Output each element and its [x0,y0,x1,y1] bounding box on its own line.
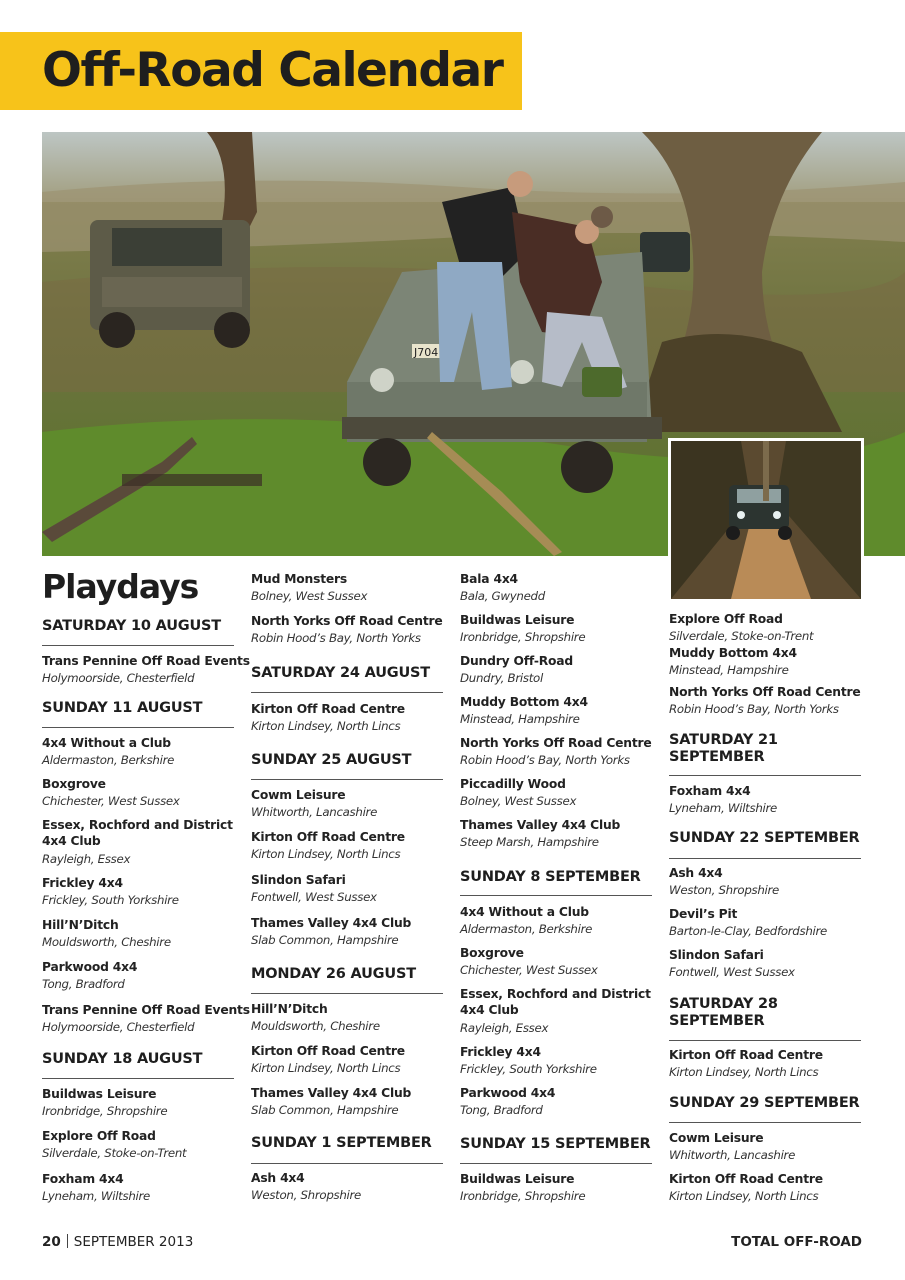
footer-divider [67,1234,68,1248]
event-location: Frickley, South Yorkshire [42,893,179,907]
event-location: Weston, Shropshire [669,883,780,897]
event-name: Kirton Off Road Centre [251,830,405,844]
event-name: Buildwas Leisure [460,1172,575,1186]
event-location: Minstead, Hampshire [460,712,580,726]
event-name: Frickley 4x4 [460,1045,541,1059]
event-location: Kirton Lindsey, North Lincs [251,1061,401,1075]
event-name: Boxgrove [42,777,106,791]
event-name: Cowm Leisure [669,1131,764,1145]
event-name: Muddy Bottom 4x4 [460,695,588,709]
event-name: Trans Pennine Off Road Events [42,1003,250,1017]
event-name: Essex, Rochford and District 4x4 Club [460,987,651,1017]
event-name: Explore Off Road [42,1129,156,1143]
event-name: Mud Monsters [251,572,348,586]
event-location: Lyneham, Wiltshire [42,1189,151,1203]
event-location: Bolney, West Sussex [460,794,577,808]
event-location: Lyneham, Wiltshire [669,801,778,815]
event-location: Kirton Lindsey, North Lincs [251,847,401,861]
event-location: Slab Common, Hampshire [251,1103,399,1117]
event-name: North Yorks Off Road Centre [669,685,861,699]
event-location: Barton-le-Clay, Bedfordshire [669,924,828,938]
event-location: Robin Hood’s Bay, North Yorks [460,753,630,767]
heading-rule [669,775,861,776]
date-heading: SUNDAY 15 SEPTEMBER [460,1136,651,1152]
date-heading: SATURDAY 10 AUGUST [42,618,221,634]
date-heading: SUNDAY 1 SEPTEMBER [251,1135,432,1151]
event-name: Foxham 4x4 [669,784,751,798]
event-location: Rayleigh, Essex [460,1021,549,1035]
title-banner [0,32,522,110]
event-name: Thames Valley 4x4 Club [251,916,412,930]
event-location: Kirton Lindsey, North Lincs [251,719,401,733]
event-location: Kirton Lindsey, North Lincs [669,1065,819,1079]
event-location: Mouldsworth, Cheshire [251,1019,380,1033]
event-location: Ironbridge, Shropshire [42,1104,168,1118]
footer-left [42,1234,193,1250]
heading-rule [42,645,234,646]
page-title: Off-Road Calendar [42,43,503,98]
event-location: Silverdale, Stoke-on-Trent [669,629,814,643]
event-name: Parkwood 4x4 [460,1086,556,1100]
event-name: Thames Valley 4x4 Club [460,818,621,832]
event-location: Mouldsworth, Cheshire [42,935,171,949]
event-location: Weston, Shropshire [251,1188,362,1202]
page-number: 20 [42,1234,61,1250]
inset-photo [668,438,864,602]
event-name: Dundry Off-Road [460,654,573,668]
date-heading: SATURDAY 21 SEPTEMBER [669,732,778,765]
event-location: Ironbridge, Shropshire [460,1189,586,1203]
date-heading: SATURDAY 28 SEPTEMBER [669,996,778,1029]
event-name: Parkwood 4x4 [42,960,138,974]
event-name: Trans Pennine Off Road Events [42,654,250,668]
event-location: Slab Common, Hampshire [251,933,399,947]
heading-rule [42,727,234,728]
event-location: Bala, Gwynedd [460,589,545,603]
event-name: Ash 4x4 [251,1171,305,1185]
event-name: Thames Valley 4x4 Club [251,1086,412,1100]
event-name: Frickley 4x4 [42,876,123,890]
event-name: Slindon Safari [251,873,346,887]
event-name: Buildwas Leisure [42,1087,157,1101]
event-name: Essex, Rochford and District 4x4 Club [42,818,233,848]
event-name: North Yorks Off Road Centre [460,736,652,750]
date-heading: SUNDAY 29 SEPTEMBER [669,1095,860,1111]
heading-rule [669,1040,861,1041]
event-name: Piccadilly Wood [460,777,566,791]
event-location: Fontwell, West Sussex [669,965,795,979]
event-location: Steep Marsh, Hampshire [460,835,599,849]
event-location: Silverdale, Stoke-on-Trent [42,1146,187,1160]
event-location: Chichester, West Sussex [42,794,180,808]
event-location: Whitworth, Lancashire [669,1148,796,1162]
event-location: Minstead, Hampshire [669,663,789,677]
event-name: Kirton Off Road Centre [251,1044,405,1058]
event-location: Fontwell, West Sussex [251,890,377,904]
date-heading: SUNDAY 8 SEPTEMBER [460,869,641,885]
heading-rule [251,1163,443,1164]
event-location: Robin Hood’s Bay, North Yorks [669,702,839,716]
event-name: 4x4 Without a Club [42,736,171,750]
event-location: Bolney, West Sussex [251,589,368,603]
section-heading: Playdays [42,567,199,606]
event-name: Hill’N’Ditch [251,1002,328,1016]
vehicle-plate: J704 [414,346,439,359]
event-location: Ironbridge, Shropshire [460,630,586,644]
event-location: Tong, Bradford [42,977,125,991]
event-name: Buildwas Leisure [460,613,575,627]
heading-rule [460,1163,652,1164]
event-location: Robin Hood’s Bay, North Yorks [251,631,421,645]
event-name: Slindon Safari [669,948,764,962]
event-location: Kirton Lindsey, North Lincs [669,1189,819,1203]
event-name: Devil’s Pit [669,907,738,921]
event-name: Explore Off Road [669,612,783,626]
event-location: Holymoorside, Chesterfield [42,1020,195,1034]
heading-rule [460,895,652,896]
event-name: Ash 4x4 [669,866,723,880]
heading-rule [251,993,443,994]
event-name: North Yorks Off Road Centre [251,614,443,628]
date-heading: SUNDAY 18 AUGUST [42,1051,203,1067]
event-location: Aldermaston, Berkshire [460,922,593,936]
date-heading: SUNDAY 25 AUGUST [251,752,412,768]
event-name: Kirton Off Road Centre [669,1048,823,1062]
event-location: Dundry, Bristol [460,671,543,685]
date-heading: SATURDAY 24 AUGUST [251,665,430,681]
issue-date: SEPTEMBER 2013 [73,1234,194,1250]
date-heading: SUNDAY 11 AUGUST [42,700,203,716]
event-name: Muddy Bottom 4x4 [669,646,797,660]
heading-rule [669,858,861,859]
event-location: Frickley, South Yorkshire [460,1062,597,1076]
event-location: Chichester, West Sussex [460,963,598,977]
event-name: Kirton Off Road Centre [669,1172,823,1186]
event-name: Cowm Leisure [251,788,346,802]
date-heading: SUNDAY 22 SEPTEMBER [669,830,860,846]
event-location: Holymoorside, Chesterfield [42,671,195,685]
event-name: Boxgrove [460,946,524,960]
event-location: Rayleigh, Essex [42,852,131,866]
event-location: Whitworth, Lancashire [251,805,378,819]
event-name: Kirton Off Road Centre [251,702,405,716]
heading-rule [669,1122,861,1123]
event-name: Hill’N’Ditch [42,918,119,932]
magazine-name: TOTAL OFF-ROAD [731,1234,862,1250]
event-location: Aldermaston, Berkshire [42,753,175,767]
heading-rule [251,779,443,780]
heading-rule [251,692,443,693]
event-location: Tong, Bradford [460,1103,543,1117]
event-name: Bala 4x4 [460,572,518,586]
date-heading: MONDAY 26 AUGUST [251,966,416,982]
event-name: 4x4 Without a Club [460,905,589,919]
heading-rule [42,1078,234,1079]
event-name: Foxham 4x4 [42,1172,124,1186]
